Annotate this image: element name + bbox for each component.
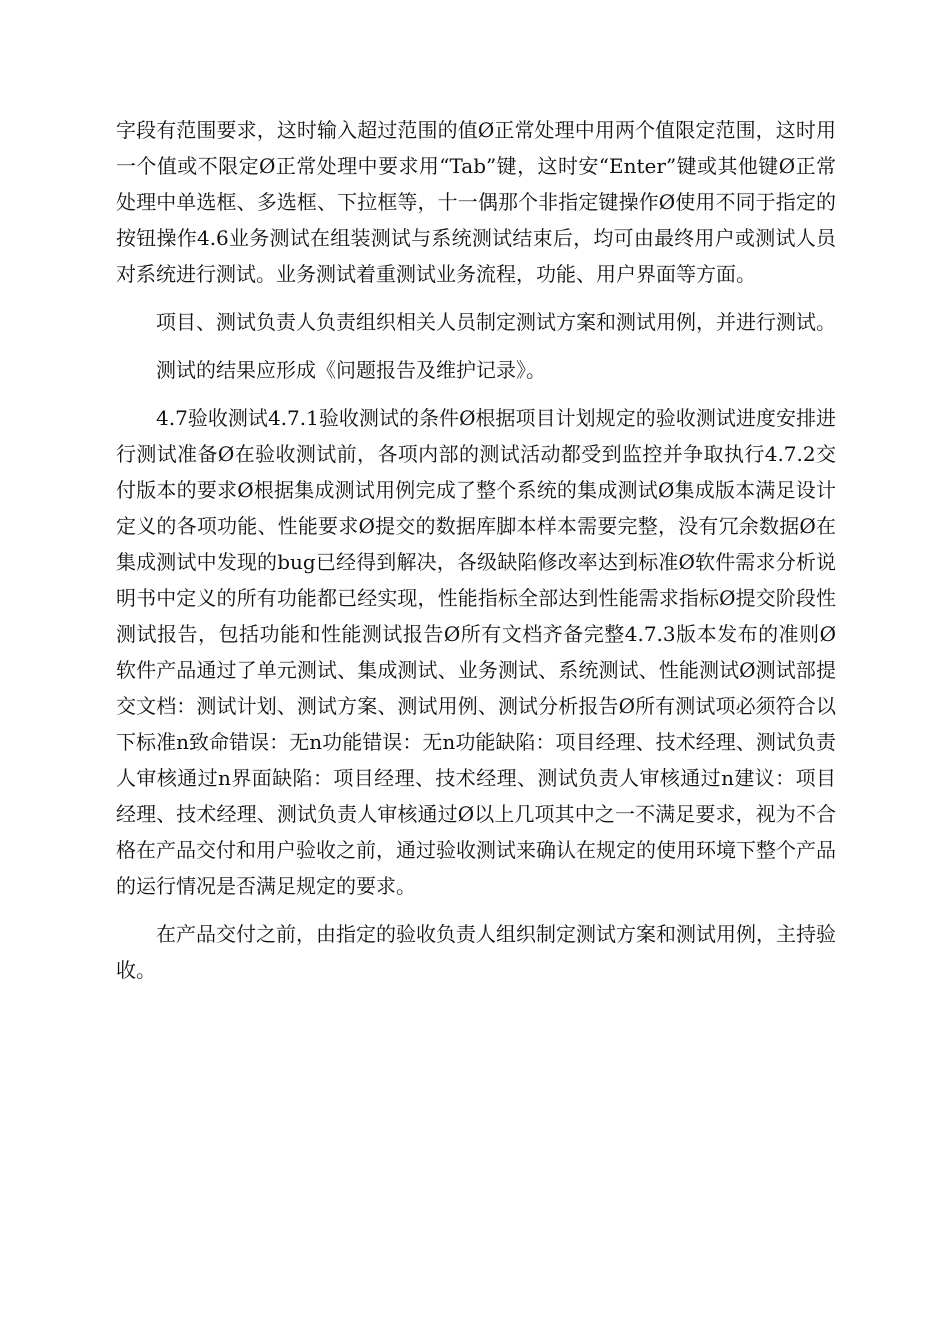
- paragraph-acceptance-testing: 4.7验收测试4.7.1验收测试的条件Ø根据项目计划规定的验收测试进度安排进行测试准备Ø在验收测试前，各项内部的测试活动都受到监控并争取执行4.7.2交付版本的要求Ø根据集成测试用例完成了整个系统的集成测试Ø集成版本满足设计定义的各项功能、性能要求Ø提交的数据库脚本样本需要完整，没有冗余数据Ø在集成测试中发现的bug已经得到解决，各级缺陷修改率达到标准Ø软件需求分析说明书中定义的所有功能都已经实现，性能指标全部达到性能需求指标Ø提交阶段性测试报告，包括功能和性能测试报告Ø所有文档齐备完整4.7.3版本发布的准则Ø软件产品通过了单元测试、集成测试、业务测试、系统测试、性能测试Ø测试部提交文档：测试计划、测试方案、测试用例、测试分析报告Ø所有测试项必须符合以下标准n致命错误：无n功能错误：无n功能缺陷：项目经理、技术经理、测试负责人审核通过n界面缺陷：项目经理、技术经理、测试负责人审核通过n建议：项目经理、技术经理、测试负责人审核通过Ø以上几项其中之一不满足要求，视为不合格在产品交付和用户验收之前，通过验收测试来确认在规定的使用环境下整个产品的运行情况是否满足规定的要求。: [116, 406, 836, 898]
- paragraph-delivery-acceptance: 在产品交付之前，由指定的验收负责人组织制定测试方案和测试用例，主持验收。: [116, 922, 836, 982]
- paragraph-test-organization: 项目、测试负责人负责组织相关人员制定测试方案和测试用例，并进行测试。: [156, 310, 836, 334]
- paragraph-test-results: 测试的结果应形成《问题报告及维护记录》。: [156, 358, 546, 382]
- paragraph-business-testing: 字段有范围要求，这时输入超过范围的值Ø正常处理中用两个值限定范围，这时用一个值或不限定Ø正常处理中要求用“Tab”键，这时安“Enter”键或其他键Ø正常处理中单选框、多选框、下拉框等，十一偶那个非指定键操作Ø使用不同于指定的按钮操作4.6业务测试在组装测试与系统测试结束后，均可由最终用户或测试人员对系统进行测试。业务测试着重测试业务流程，功能、用户界面等方面。: [116, 118, 836, 286]
- document-body: [116, 112, 836, 988]
